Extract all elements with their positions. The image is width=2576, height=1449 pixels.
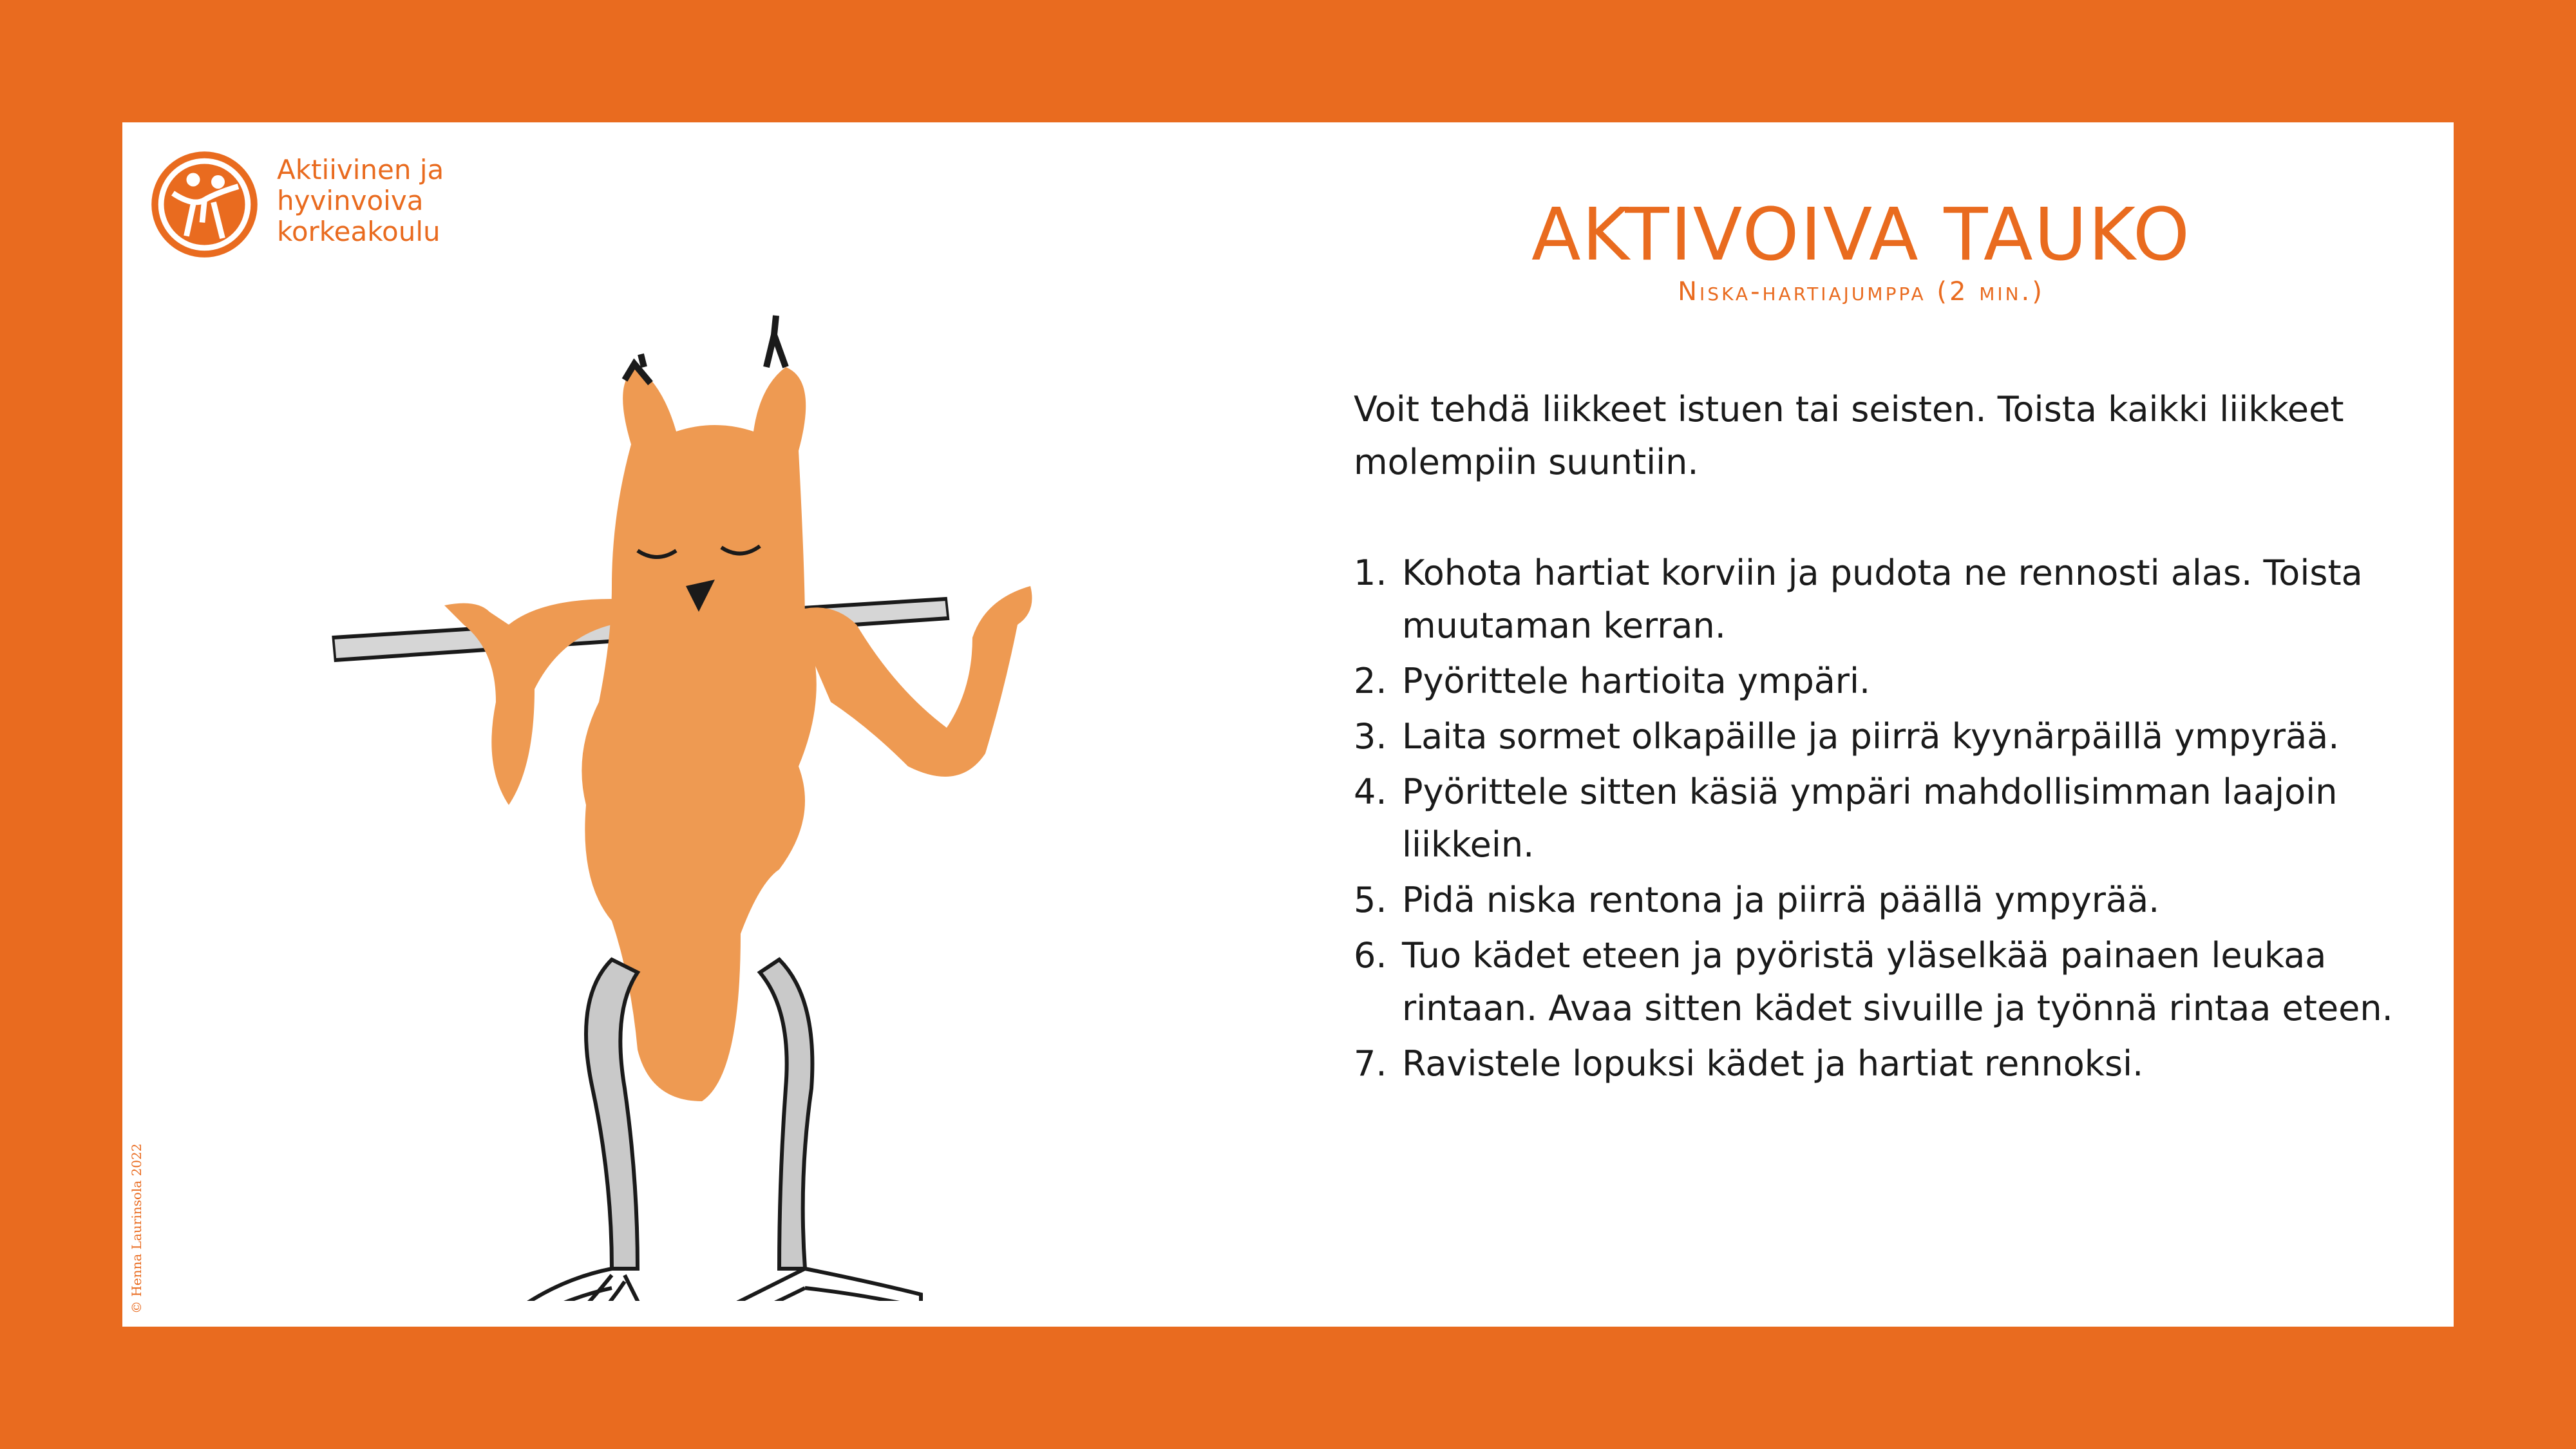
step-number: 5.	[1354, 880, 1387, 920]
instructions	[1354, 383, 2410, 1093]
list-item	[1354, 929, 2410, 1035]
list-item	[1354, 1037, 2410, 1090]
list-item	[1354, 655, 2410, 708]
list-item	[1354, 547, 2410, 652]
owl-body	[444, 367, 1032, 1101]
logo-emblem-icon	[148, 148, 261, 261]
step-text: Ravistele lopuksi kädet ja hartiat rennoksi.	[1402, 1043, 2144, 1084]
page-title: AKTIVOIVA TAUKO	[1531, 193, 2192, 277]
step-number: 6.	[1354, 935, 1387, 976]
copyright: © Henna Laurinsola 2022	[129, 1143, 144, 1314]
step-number: 1.	[1354, 553, 1387, 593]
page-subtitle: Niska-hartiajumppa (2 min.)	[1678, 277, 2045, 307]
step-text: Pidä niska rentona ja piirrä päällä ympyrää.	[1402, 880, 2160, 920]
card	[122, 122, 2454, 1327]
list-item	[1354, 710, 2410, 763]
list-item	[1354, 766, 2410, 871]
right-tuft	[766, 316, 786, 367]
intro-text: Voit tehdä liikkeet istuen tai seisten. Toista kaikki liikkeet molempiin suuntiin.	[1354, 389, 2344, 482]
step-number: 4.	[1354, 772, 1387, 812]
owl-illustration	[251, 238, 1249, 1301]
step-text: Tuo kädet eteen ja pyöristä yläselkää painaen leukaa rintaan. Avaa sitten kädet sivuille ja työnnä rintaa eteen.	[1402, 935, 2393, 1028]
list-item	[1354, 874, 2410, 927]
step-number: 2.	[1354, 661, 1387, 701]
step-text: Pyörittele hartioita ympäri.	[1402, 661, 1871, 701]
logo-text	[277, 155, 444, 247]
step-number: 7.	[1354, 1043, 1387, 1084]
step-text: Pyörittele sitten käsiä ympäri mahdollisimman laajoin liikkein.	[1402, 772, 2338, 865]
step-number: 3.	[1354, 716, 1387, 757]
logo-line-2: hyvinvoiva	[277, 185, 424, 216]
logo-line-1: Aktiivinen ja	[277, 154, 444, 185]
steps-list	[1354, 547, 2410, 1090]
logo-line-3: korkeakoulu	[277, 216, 440, 247]
step-text: Laita sormet olkapäille ja piirrä kyynärpäillä ympyrää.	[1402, 716, 2340, 757]
step-text: Kohota hartiat korviin ja pudota ne rennosti alas. Toista muutaman kerran.	[1402, 553, 2363, 646]
